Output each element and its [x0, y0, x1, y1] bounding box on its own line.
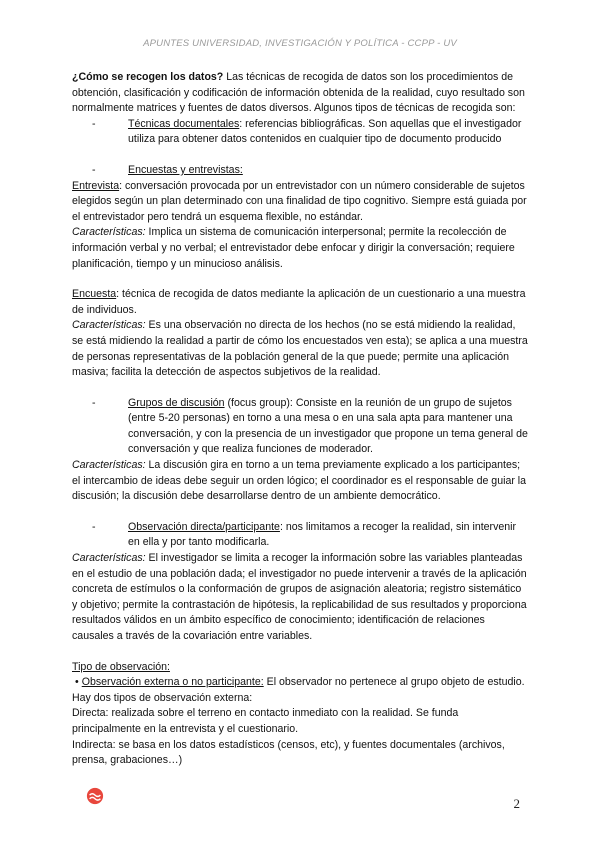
page-header: APUNTES UNIVERSIDAD, INVESTIGACIÓN Y POLÍTICA - CCPP - UV — [143, 38, 457, 49]
intro-text: Las técnicas de recogida de datos son los procedimientos de obtención, clasificación y codificación de información obtenida de la realidad, cuyo resultado son normalmente matrices y fuentes de datos diversos. Algunos tipos de técnicas de recogida son: — [72, 71, 525, 115]
grupos-label: Grupos de discusión — [128, 396, 225, 409]
list-dash: - — [92, 520, 96, 533]
list-dash: - — [92, 396, 96, 409]
caracteristicas-label: Características: — [72, 552, 146, 565]
list-item-grupos-discusion — [72, 396, 528, 458]
observacion-externa-paragraph — [72, 675, 528, 706]
bullet-dot: • — [75, 676, 79, 689]
observacion-externa-text: El observador no pertenece al grupo objeto de estudio. Hay dos tipos de observación externa: — [72, 676, 525, 704]
entrevista-caracteristicas — [72, 225, 528, 272]
observacion-directa-text: Directa: realizada sobre el terreno en contacto inmediato con la realidad. Se funda principalmente en la entrevista y el cuestionario. — [72, 707, 459, 735]
wuolah-logo-icon — [86, 787, 104, 805]
encuestas-label: Encuestas y entrevistas: — [128, 163, 243, 176]
observacion-externa-label: Observación externa o no participante: — [81, 676, 264, 689]
document-body — [72, 70, 528, 769]
caracteristicas-label: Características: — [72, 226, 146, 239]
encuesta-paragraph — [72, 287, 528, 318]
tecnicas-documentales-label: Técnicas documentales — [128, 117, 240, 130]
entrevista-label: Entrevista — [72, 179, 120, 192]
page-number: 2 — [513, 796, 520, 811]
tipo-observacion-heading: Tipo de observación: — [72, 660, 170, 673]
list-item-encuestas — [72, 163, 528, 179]
grupos-caracteristicas — [72, 458, 528, 505]
observacion-indirecta-text: Indirecta: se basa en los datos estadísticos (censos, etc), y fuentes documentales (archivos, prensa, grabaciones…) — [72, 738, 505, 767]
tecnicas-documentales-text: : referencias bibliográficas. Son aquellas que el investigador utiliza para obtener datos contenidos en cualquier tipo de documento producido — [128, 117, 522, 146]
encuesta-caracteristicas — [72, 318, 528, 380]
observacion-caracteristicas-text: El investigador se limita a recoger la información sobre las variables planteadas en el estudio de una población dada; el investigador no puede intervenir a través de la aplicación concreta de estímulos o la conformación de grupos de asignación aleatoria; registro sistemático y objetivo; permite la contrastación de hipótesis, la replicabilidad de sus resultados y proporciona resultados válidos en un ámbito específico de conocimiento; identificación de relaciones causales a través de la covariación entre variables. — [72, 552, 527, 642]
caracteristicas-label: Características: — [72, 319, 146, 332]
grupos-caracteristicas-text: La discusión gira en torno a un tema previamente explicado a los participantes; el intercambio de ideas debe seguir un orden lógico; el coordinador es el responsable de guiar la discusión; la discusión debe desarrollarse dentro de un ambiente democrático. — [72, 459, 527, 503]
encuesta-label: Encuesta — [72, 288, 117, 301]
intro-paragraph — [72, 70, 528, 117]
encuesta-caracteristicas-text: Es una observación no directa de los hechos (no se está midiendo la realidad, se está midiendo la realidad a partir de cómo los encuestados ven esta); se aplica a una muestra de personas representativas de la población general de la que puede; permite una aplicación masiva; facilita la detección de aspectos subjetivos de la realidad. — [72, 319, 528, 379]
intro-question: ¿Cómo se recogen los datos? — [72, 71, 224, 83]
list-item-tecnicas-documentales — [72, 117, 528, 148]
encuesta-text: : técnica de recogida de datos mediante la aplicación de un cuestionario a una muestra de individuos. — [72, 288, 526, 316]
grupos-text: (focus group): Consiste en la reunión de un grupo de sujetos (entre 5-20 personas) en torno a una mesa o en una sala apta para mantener una conversación, y con la presencia de un investigador que propone un tema general de conversación y que realiza funciones de moderador. — [128, 396, 528, 456]
entrevista-text: : conversación provocada por un entrevistador con un número considerable de sujetos elegidos según un plan determinado con una finalidad de tipo cognitivo. Siempre está guiada por el entrevistador pero tendrá un esquema flexible, no estándar. — [72, 179, 527, 223]
entrevista-paragraph — [72, 179, 528, 226]
list-dash: - — [92, 117, 96, 130]
caracteristicas-label: Características: — [72, 459, 146, 472]
entrevista-caracteristicas-text: Implica un sistema de comunicación interpersonal; permite la recolección de información verbal y no verbal; el entrevistador debe enfocar y dirigir la conversación; requiere planificación, tiempo y un minucioso análisis. — [72, 226, 515, 270]
list-dash: - — [92, 163, 96, 176]
observacion-text: : nos limitamos a recoger la realidad, sin intervenir en ella y por tanto modificarla. — [128, 520, 517, 549]
list-item-observacion — [72, 520, 528, 551]
observacion-label: Observación directa/participante — [128, 520, 280, 533]
observacion-caracteristicas — [72, 551, 528, 645]
